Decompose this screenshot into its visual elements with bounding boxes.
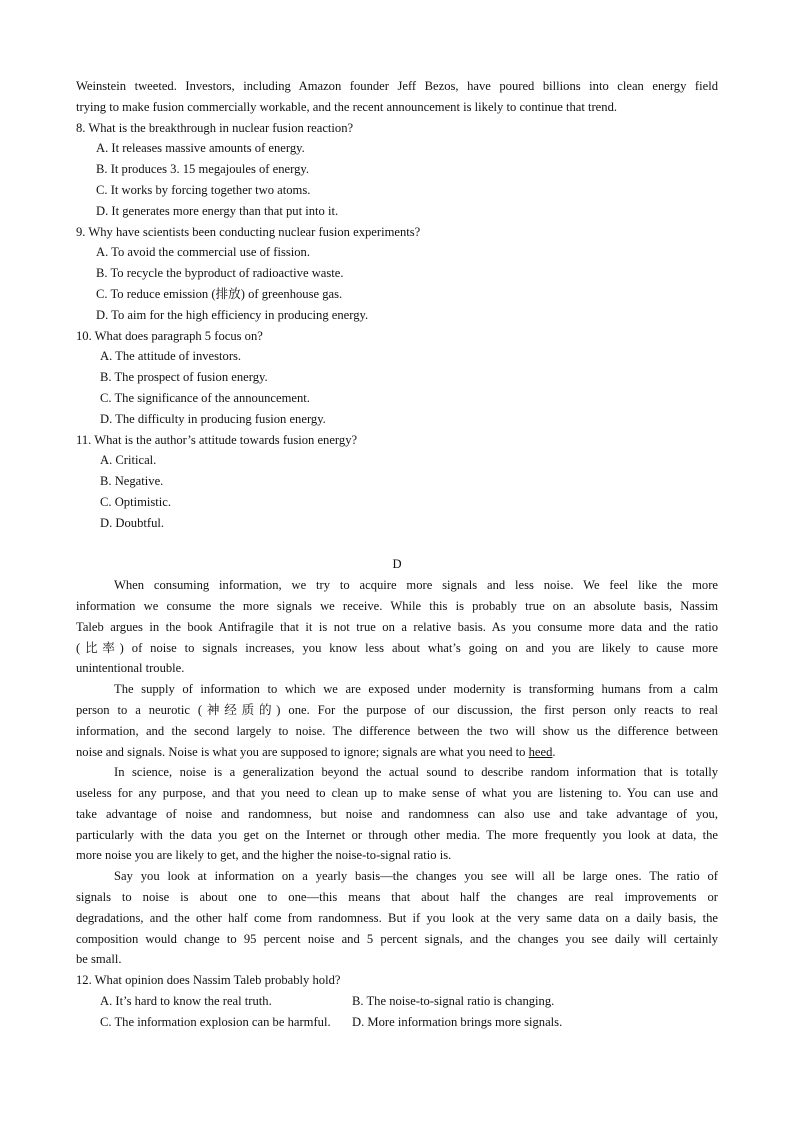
- paragraph-line: In science, noise is a generalization beyond the actual sound to describe random information that is totally: [114, 765, 718, 780]
- paragraph-line: [76, 742, 718, 763]
- paragraph-line: Say you look at information on a yearly basis—the changes you see will all be large ones. The ratio of: [114, 869, 718, 884]
- q12-option-c: C. The information explosion can be harmful.: [100, 1014, 331, 1029]
- paragraph-line: unintentional trouble.: [76, 661, 185, 676]
- paragraph-3: [76, 762, 718, 866]
- q8-option-b: B. It produces 3. 15 megajoules of energy.: [96, 162, 309, 177]
- q8-option-c: C. It works by forcing together two atoms.: [96, 182, 311, 197]
- q9-option-c: C. To reduce emission (排放) of greenhouse gas.: [96, 286, 343, 301]
- paragraph-line: Taleb argues in the book Antifragile that it is not true on a relative basis. As you consume more data and the ratio: [76, 619, 718, 634]
- q8-option-d: D. It generates more energy than that put into it.: [96, 203, 339, 218]
- q9-option-b: B. To recycle the byproduct of radioactive waste.: [96, 266, 344, 281]
- paragraph-line: signals to noise is about one to one—this means that about half the changes are real improvements or: [76, 890, 718, 905]
- question-12-stem: 12. What opinion does Nassim Taleb probably hold?: [76, 973, 341, 988]
- passage-line: Weinstein tweeted. Investors, including Amazon founder Jeff Bezos, have poured billions into clean energy field: [76, 79, 718, 93]
- paragraph-line: person to a neurotic (神经质的) one. For the purpose of our discussion, the first person only reacts to real: [76, 702, 718, 717]
- q9-option-a: A. To avoid the commercial use of fission.: [96, 245, 310, 260]
- q12-option-a: A. It’s hard to know the real truth.: [100, 994, 272, 1009]
- q11-option-a: A. Critical.: [100, 453, 157, 468]
- paragraph-text: noise and signals. Noise is what you are supposed to ignore; signals are what you need to: [76, 744, 529, 759]
- paragraph-line: degradations, and the other half come from randomness. But if you look at the very same data on a daily basis, the: [76, 910, 718, 925]
- section-spacer: [76, 534, 718, 555]
- q9-option-d: D. To aim for the high efficiency in producing energy.: [96, 307, 369, 322]
- q12-option-d: D. More information brings more signals.: [352, 1014, 563, 1029]
- paragraph-line: information, and the second largely to noise. The difference between the two will show us the difference between: [76, 723, 718, 738]
- q10-option-c: C. The significance of the announcement.: [100, 390, 310, 405]
- paragraph-line: more noise you are likely to get, and the higher the noise-to-signal ratio is.: [76, 848, 452, 863]
- q12-options-row-2: [76, 1012, 718, 1033]
- passage-line: trying to make fusion commercially workable, and the recent announcement is likely to continue that trend.: [76, 99, 618, 114]
- q11-option-c: C. Optimistic.: [100, 494, 172, 509]
- q12-options-row-1: [76, 991, 718, 1012]
- question-9-stem: 9. Why have scientists been conducting nuclear fusion experiments?: [76, 224, 421, 239]
- paragraph-2: [76, 679, 718, 762]
- question-11-stem: 11. What is the author’s attitude towards fusion energy?: [76, 432, 358, 447]
- paragraph-line: The supply of information to which we are exposed under modernity is transforming humans from a calm: [114, 682, 718, 697]
- paragraph-text: .: [552, 744, 556, 759]
- paragraph-4: [76, 866, 718, 970]
- q12-option-b: B. The noise-to-signal ratio is changing.: [352, 994, 555, 1009]
- paragraph-line: be small.: [76, 952, 122, 967]
- paragraph-line: (比率) of noise to signals increases, you know less about what’s going on and you are likely to cause more: [76, 640, 718, 655]
- q10-option-a: A. The attitude of investors.: [100, 349, 242, 364]
- paragraph-line: useless for any purpose, and that you need to clean up to make sense of what you are listening to. You can use and: [76, 786, 718, 801]
- section-d-heading: D: [392, 557, 402, 572]
- paragraph-line: When consuming information, we try to acquire more signals and less noise. We feel like the more: [114, 578, 718, 593]
- paragraph-line: take advantage of noise and randomness, but noise and randomness can also use and take advantage of you,: [76, 806, 718, 821]
- exam-page: [76, 76, 718, 1033]
- paragraph-line: particularly with the data you get on the Internet or through other media. The more frequently you look at data, the: [76, 827, 718, 842]
- paragraph-1: [76, 575, 718, 679]
- paragraph-line: information we consume the more signals we receive. While this is probably true on an absolute basis, Nassim: [76, 598, 718, 613]
- q11-option-d: D. Doubtful.: [100, 515, 165, 530]
- question-8-stem: 8. What is the breakthrough in nuclear fusion reaction?: [76, 120, 354, 135]
- q10-option-b: B. The prospect of fusion energy.: [100, 370, 268, 385]
- question-10-stem: 10. What does paragraph 5 focus on?: [76, 328, 263, 343]
- q8-option-a: A. It releases massive amounts of energy.: [96, 141, 305, 156]
- q10-option-d: D. The difficulty in producing fusion energy.: [100, 411, 326, 426]
- q11-option-b: B. Negative.: [100, 474, 164, 489]
- underlined-word: heed: [528, 744, 553, 759]
- paragraph-line: composition would change to 95 percent noise and 5 percent signals, and the changes you see daily will certainly: [76, 931, 718, 946]
